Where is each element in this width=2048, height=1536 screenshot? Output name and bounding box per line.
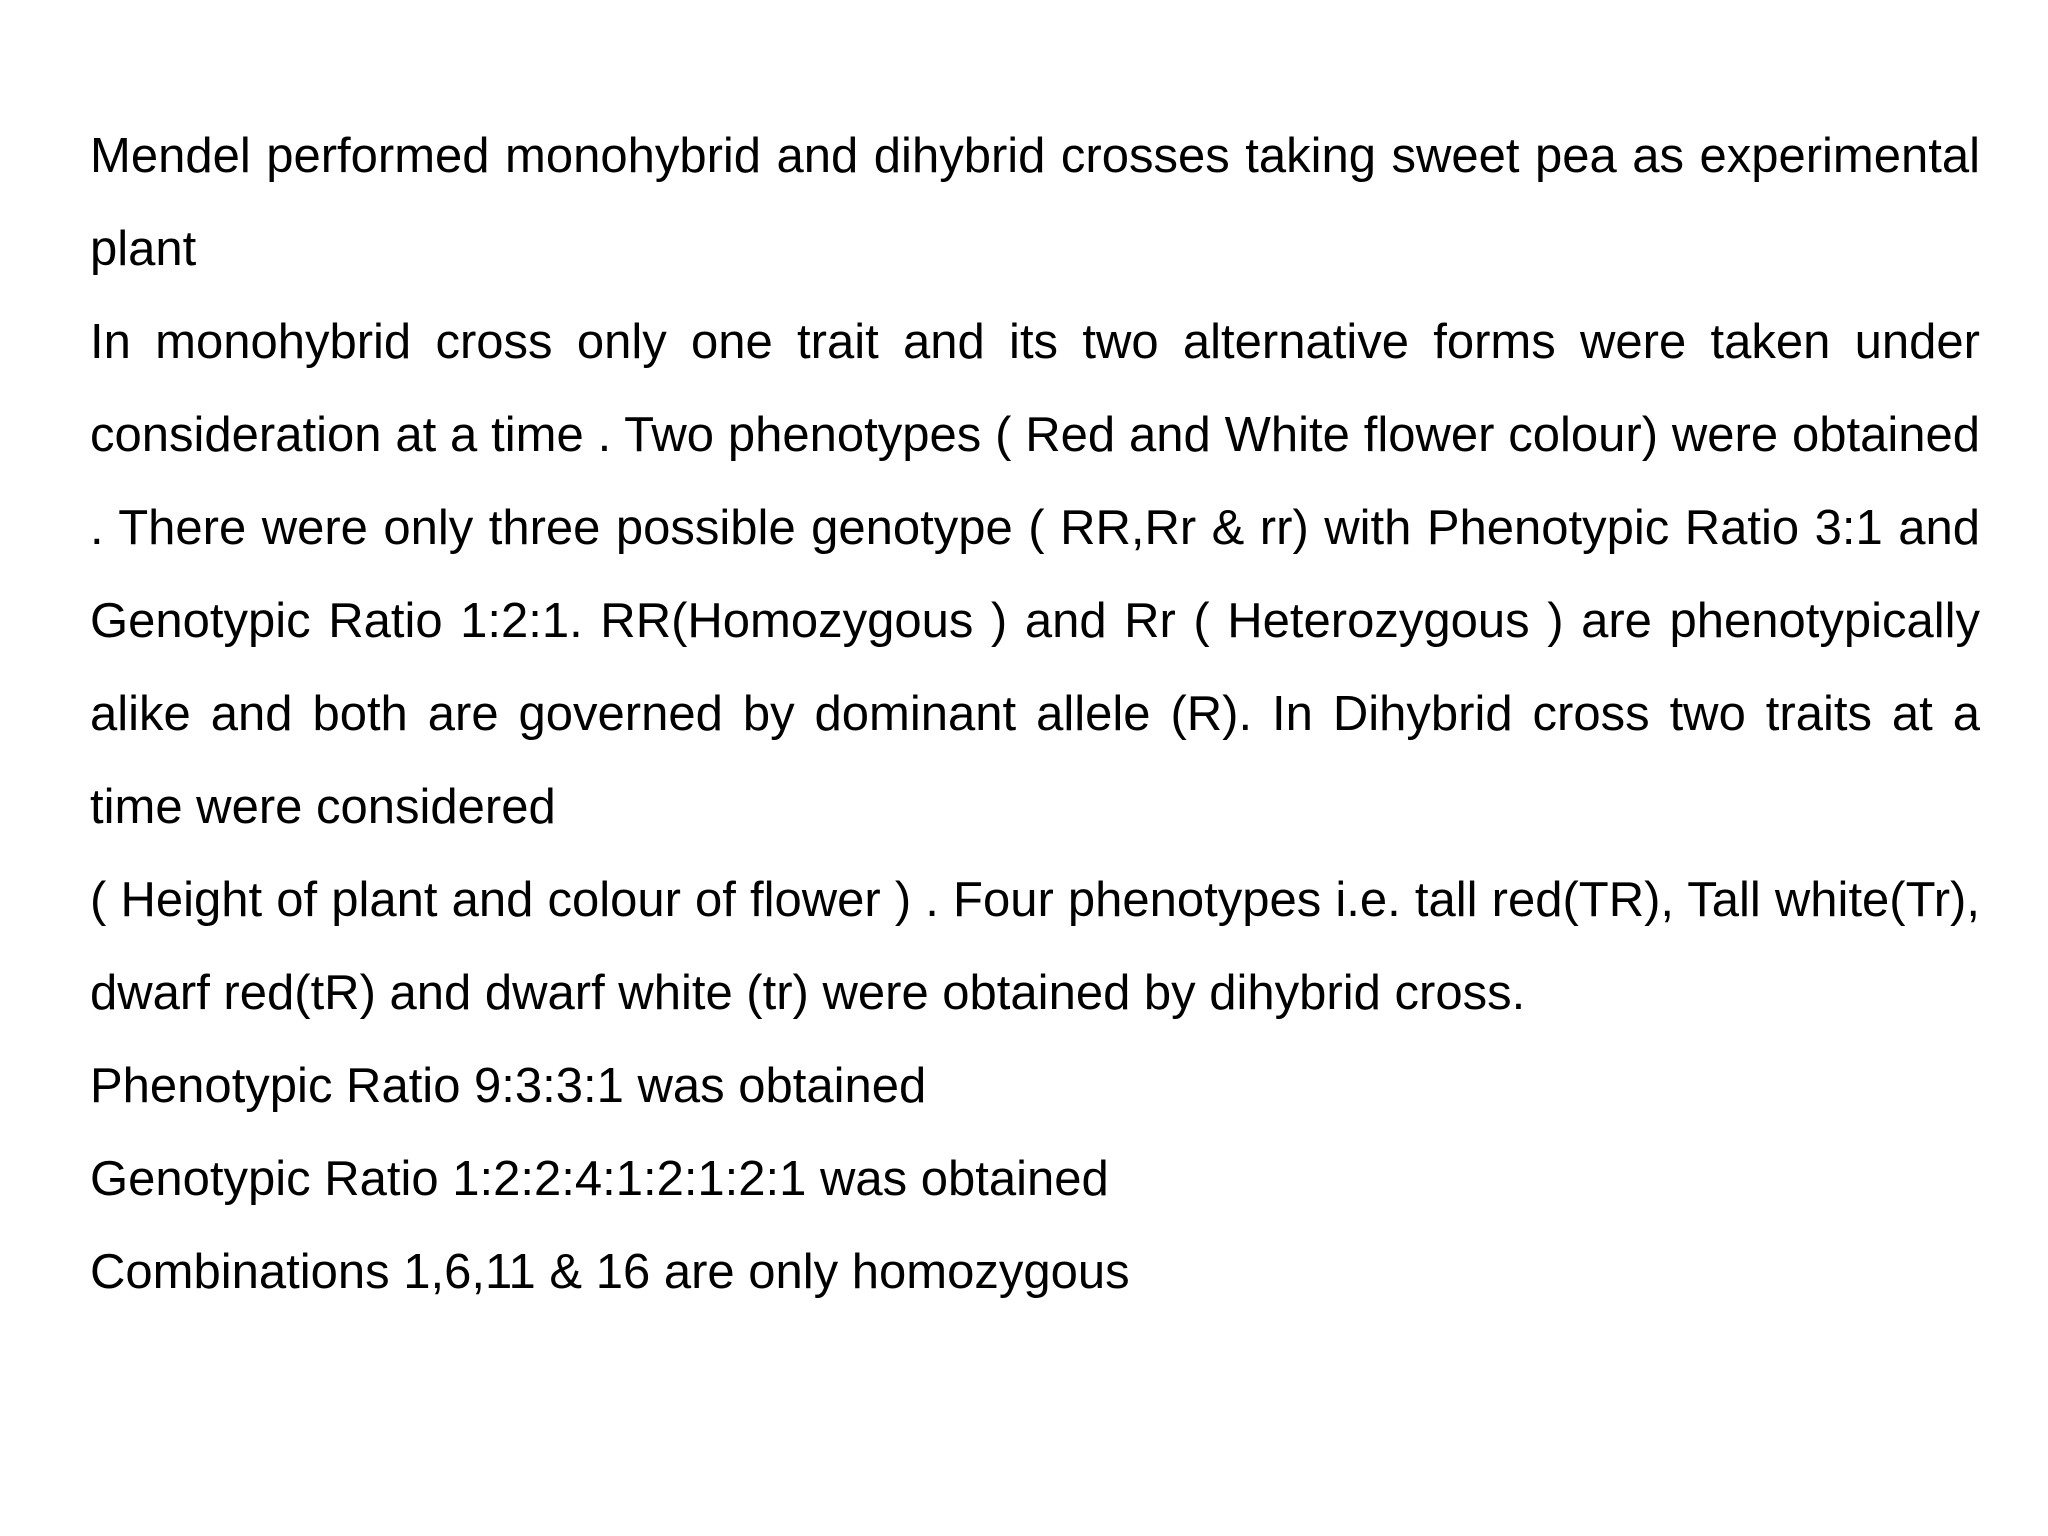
- body-text: [90, 110, 1980, 1319]
- paragraph-monohybrid: In monohybrid cross only one trait and its two alternative forms were taken under consideration at a time . Two phenotypes ( Red and White flower colour) were obtained . There were only three possible genotype ( RR,Rr & rr) with Phenotypic Ratio 3:1 and Genotypic Ratio 1:2:1. RR(Homozygous ) and Rr ( Heterozygous ) are phenotypically alike and both are governed by dominant allele (R). In Dihybrid cross two traits at a time were considered: [90, 315, 1980, 834]
- paragraph-genotypic-ratio: Genotypic Ratio 1:2:2:4:1:2:1:2:1 was obtained: [90, 1152, 1109, 1206]
- paragraph-mendel-intro: Mendel performed monohybrid and dihybrid crosses taking sweet pea as experimental plant: [90, 129, 1980, 276]
- paragraph-dihybrid-phenotypes: ( Height of plant and colour of flower ) . Four phenotypes i.e. tall red(TR), Tall white(Tr), dwarf red(tR) and dwarf white (tr) were obtained by dihybrid cross.: [90, 873, 1980, 1020]
- paragraph-homozygous-combinations: Combinations 1,6,11 & 16 are only homozygous: [90, 1245, 1130, 1299]
- paragraph-phenotypic-ratio: Phenotypic Ratio 9:3:3:1 was obtained: [90, 1059, 927, 1113]
